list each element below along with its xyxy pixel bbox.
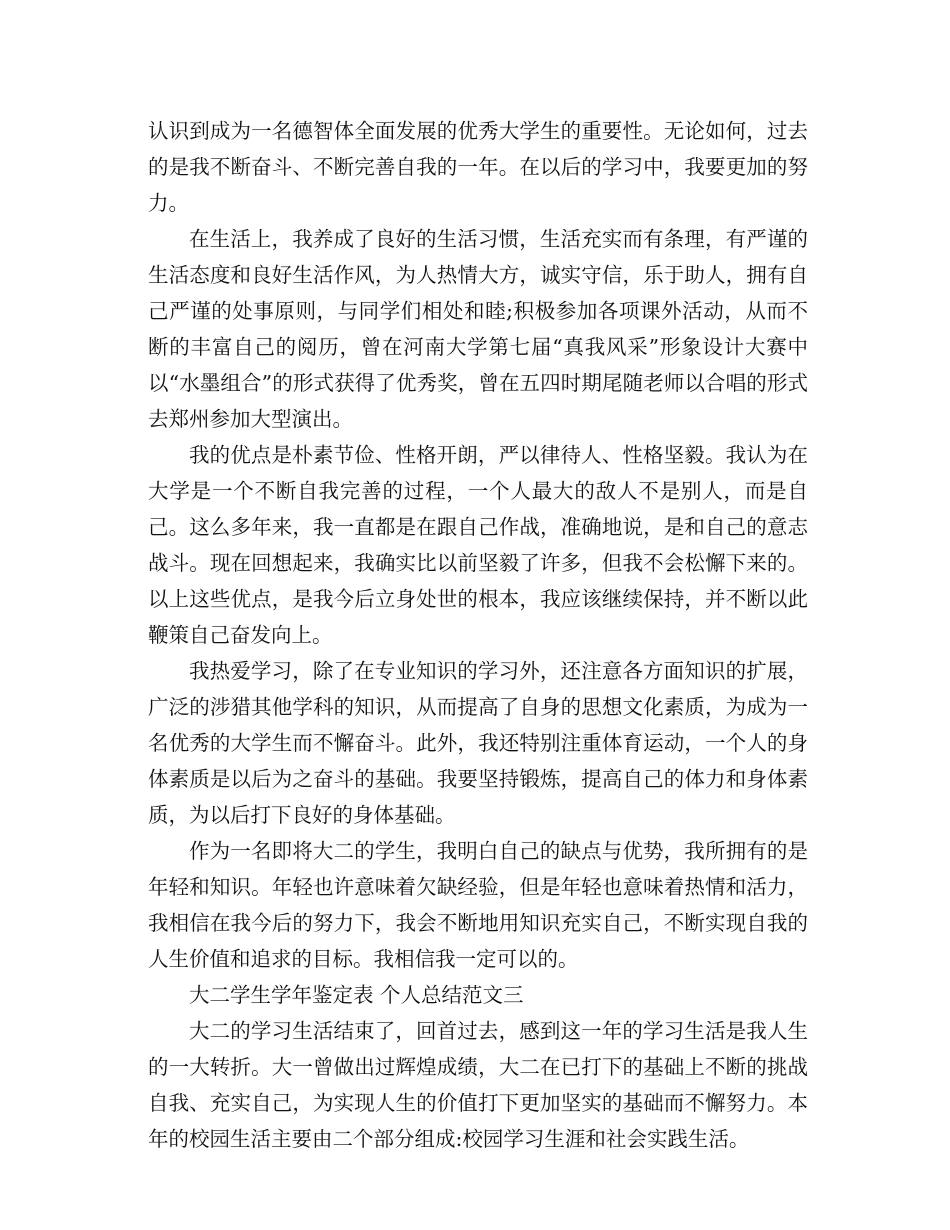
section-title: 大二学生学年鉴定表 个人总结范文三 (189, 983, 524, 1007)
paragraph-2: 在生活上，我养成了良好的生活习惯，生活充实而有条理，有严谨的生活态度和良好生活作风，为人热情大方，诚实守信，乐于助人，拥有自己严谨的处事原则，与同学们相处和睦;积极参加各项课外活动，从而不断的丰富自己的阅历，曾在河南大学第七届“真我风采”形象设计大赛中以“水墨组合”的形式获得了优秀奖，曾在五四时期尾随老师以合唱的形式去郑州参加大型演出。 (148, 227, 808, 431)
paragraph-1: 认识到成为一名德智体全面发展的优秀大学生的重要性。无论如何，过去的是我不断奋斗、不断完善自我的一年。在以后的学习中，我要更加的努力。 (148, 119, 808, 215)
closing-paragraph: 大二的学习生活结束了，回首过去，感到这一年的学习生活是我人生的一大转折。大一曾做出过辉煌成绩，大二在已打下的基础上不断的挑战自我、充实自己，为实现人生的价值打下更加坚实的基础而不懈努力。本年的校园生活主要由二个部分组成:校园学习生涯和社会实践生活。 (148, 1019, 808, 1151)
document-body (148, 113, 808, 1157)
paragraph-3: 我的优点是朴素节俭、性格开朗，严以律待人、性格坚毅。我认为在大学是一个不断自我完善的过程，一个人最大的敌人不是别人，而是自己。这么多年来，我一直都是在跟自己作战，准确地说，是和自己的意志战斗。现在回想起来，我确实比以前坚毅了许多，但我不会松懈下来的。以上这些优点，是我今后立身处世的根本，我应该继续保持，并不断以此鞭策自己奋发向上。 (148, 443, 808, 647)
paragraph-5: 作为一名即将大二的学生，我明白自己的缺点与优势，我所拥有的是年轻和知识。年轻也许意味着欠缺经验，但是年轻也意味着热情和活力，我相信在我今后的努力下，我会不断地用知识充实自己，不断实现自我的人生价值和追求的目标。我相信我一定可以的。 (148, 839, 808, 971)
paragraph-4: 我热爱学习，除了在专业知识的学习外，还注意各方面知识的扩展，广泛的涉猎其他学科的知识，从而提高了自身的思想文化素质，为成为一名优秀的大学生而不懈奋斗。此外，我还特别注重体育运动，一个人的身体素质是以后为之奋斗的基础。我要坚持锻炼，提高自己的体力和身体素质，为以后打下良好的身体基础。 (148, 659, 808, 827)
